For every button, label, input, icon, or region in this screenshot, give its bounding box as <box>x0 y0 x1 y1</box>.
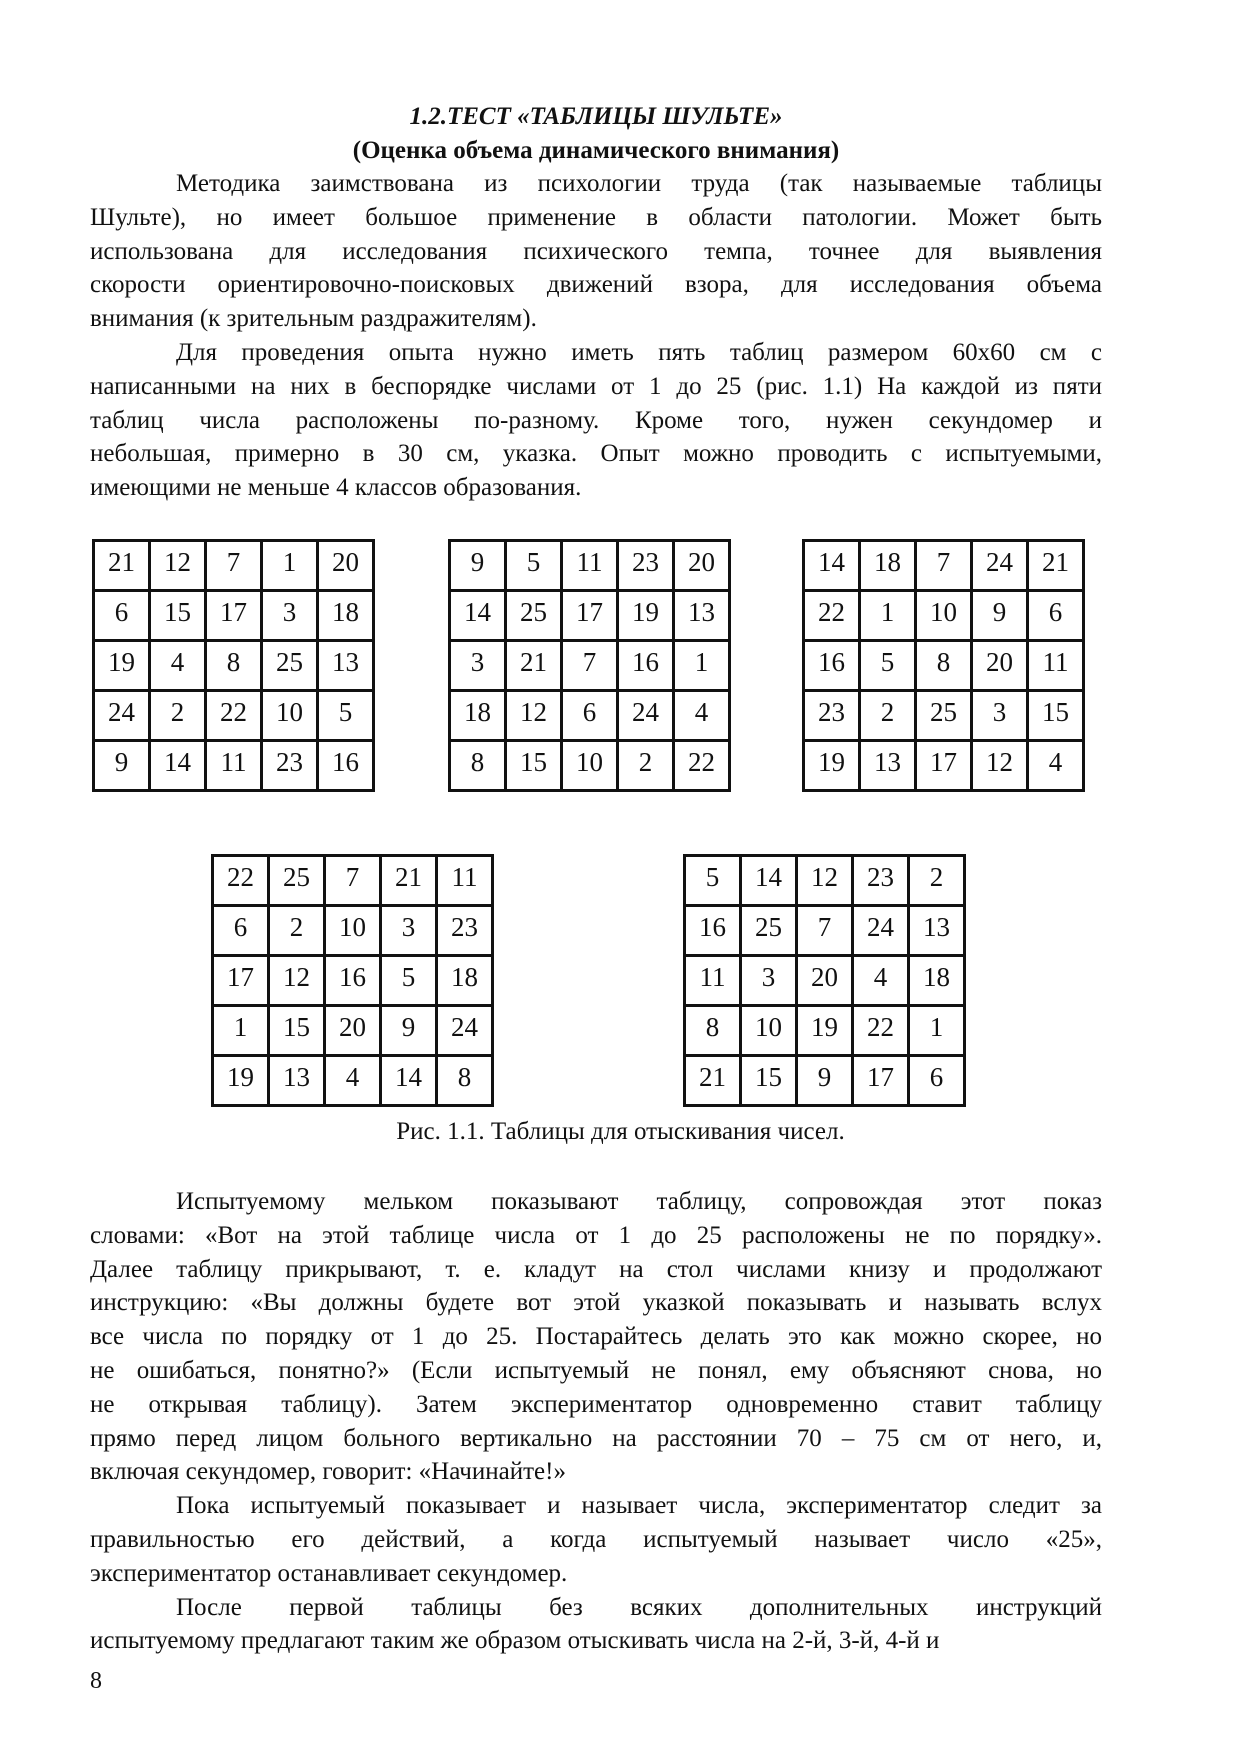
table-cell: 3 <box>381 906 437 956</box>
table-cell: 23 <box>437 906 493 956</box>
table-cell: 13 <box>674 591 730 641</box>
table-cell: 13 <box>860 741 916 791</box>
table-row <box>213 956 493 1006</box>
table-cell: 11 <box>685 956 741 1006</box>
table-cell: 15 <box>150 591 206 641</box>
table-cell: 16 <box>325 956 381 1006</box>
table-cell: 9 <box>94 741 150 791</box>
table-cell: 7 <box>206 541 262 591</box>
section-title: 1.2.ТЕСТ «ТАБЛИЦЫ ШУЛЬТЕ» <box>409 103 783 130</box>
table-cell: 23 <box>618 541 674 591</box>
table-cell: 2 <box>269 906 325 956</box>
text-line: Методика заимствована из психологии труда (так называемые таблицы <box>176 170 1102 197</box>
table-row <box>450 541 730 591</box>
text-line: скорости ориентировочно-поисковых движений взора, для исследования объема <box>90 271 1102 299</box>
table-cell: 6 <box>213 906 269 956</box>
table-row <box>94 691 374 741</box>
table-cell: 23 <box>804 691 860 741</box>
table-row <box>94 641 374 691</box>
text-line: имеющими не меньше 4 классов образования. <box>90 474 582 502</box>
table-row <box>685 956 965 1006</box>
table-cell: 11 <box>206 741 262 791</box>
table-cell: 25 <box>741 906 797 956</box>
table-cell: 24 <box>94 691 150 741</box>
table-cell: 18 <box>437 956 493 1006</box>
table-cell: 2 <box>909 856 965 906</box>
table-row <box>213 856 493 906</box>
table-cell: 13 <box>269 1056 325 1106</box>
table-cell: 7 <box>916 541 972 591</box>
table-cell: 25 <box>506 591 562 641</box>
table-cell: 22 <box>853 1006 909 1056</box>
intro-text <box>90 167 1102 505</box>
table-cell: 19 <box>804 741 860 791</box>
table-cell: 25 <box>269 856 325 906</box>
table-cell: 9 <box>381 1006 437 1056</box>
text-line: таблиц числа расположены по-разному. Кроме того, нужен секундомер и <box>90 406 1102 434</box>
table-cell: 18 <box>318 591 374 641</box>
schulte-table-5 <box>683 854 966 1107</box>
table-cell: 7 <box>325 856 381 906</box>
table-row <box>804 641 1084 691</box>
text-line: включая секундомер, говорит: «Начинайте!» <box>90 1458 566 1486</box>
table-row <box>685 1006 965 1056</box>
table-cell: 18 <box>860 541 916 591</box>
schulte-table-1 <box>92 539 375 792</box>
table-cell: 22 <box>206 691 262 741</box>
table-cell: 24 <box>972 541 1028 591</box>
table-cell: 16 <box>804 641 860 691</box>
table-cell: 8 <box>206 641 262 691</box>
table-cell: 12 <box>150 541 206 591</box>
text-line: внимания (к зрительным раздражителям). <box>90 305 537 333</box>
text-line: Для проведения опыта нужно иметь пять таблиц размером 60х60 см с <box>176 338 1102 366</box>
figure-caption: Рис. 1.1. Таблицы для отыскивания чисел. <box>396 1118 845 1145</box>
table-cell: 14 <box>381 1056 437 1106</box>
table-cell: 13 <box>318 641 374 691</box>
text-line: небольшая, примерно в 30 см, указка. Опыт можно проводить с испытуемыми, <box>90 440 1102 468</box>
table-cell: 7 <box>562 641 618 691</box>
table-cell: 17 <box>206 591 262 641</box>
table-cell: 5 <box>860 641 916 691</box>
table-cell: 19 <box>213 1056 269 1106</box>
table-cell: 9 <box>797 1056 853 1106</box>
table-row <box>450 591 730 641</box>
table-row <box>685 1056 965 1106</box>
table-cell: 16 <box>618 641 674 691</box>
table-cell: 5 <box>381 956 437 1006</box>
table-cell: 16 <box>318 741 374 791</box>
table-cell: 24 <box>437 1006 493 1056</box>
table-cell: 14 <box>741 856 797 906</box>
text-line: использована для исследования психического темпа, точнее для выявления <box>90 237 1102 265</box>
table-cell: 19 <box>618 591 674 641</box>
text-line: Пока испытуемый показывает и называет числа, экспериментатор следит за <box>176 1492 1102 1520</box>
table-cell: 1 <box>262 541 318 591</box>
table-cell: 23 <box>262 741 318 791</box>
text-line: испытуемому предлагают таким же образом отыскивать числа на 2-й, 3-й, 4-й и <box>90 1627 940 1655</box>
table-cell: 22 <box>213 856 269 906</box>
table-cell: 24 <box>853 906 909 956</box>
table-cell: 17 <box>213 956 269 1006</box>
text-line: экспериментатор останавливает секундомер. <box>90 1559 568 1587</box>
table-cell: 20 <box>318 541 374 591</box>
table-row <box>94 741 374 791</box>
table-row <box>804 741 1084 791</box>
table-row <box>685 856 965 906</box>
table-cell: 20 <box>797 956 853 1006</box>
schulte-table-4 <box>211 854 494 1107</box>
table-cell: 4 <box>853 956 909 1006</box>
table-row <box>94 541 374 591</box>
table-cell: 5 <box>685 856 741 906</box>
table-row <box>94 591 374 641</box>
text-line: Далее таблицу прикрывают, т. е. кладут на стол числами книзу и продолжают <box>90 1255 1102 1283</box>
schulte-table-3 <box>802 539 1085 792</box>
table-cell: 3 <box>741 956 797 1006</box>
table-cell: 14 <box>804 541 860 591</box>
table-cell: 8 <box>450 741 506 791</box>
table-cell: 10 <box>916 591 972 641</box>
section-subtitle: (Оценка объема динамического внимания) <box>352 137 840 164</box>
table-cell: 11 <box>437 856 493 906</box>
table-cell: 20 <box>674 541 730 591</box>
table-cell: 19 <box>797 1006 853 1056</box>
text-line: словами: «Вот на этой таблице числа от 1 до 25 расположены не по порядку». <box>90 1221 1102 1249</box>
text-line: прямо перед лицом больного вертикально на расстоянии 70 – 75 см от него, и, <box>90 1424 1102 1452</box>
table-cell: 15 <box>1028 691 1084 741</box>
table-cell: 3 <box>972 691 1028 741</box>
page-number: 8 <box>90 1668 102 1694</box>
table-cell: 15 <box>506 741 562 791</box>
table-cell: 4 <box>325 1056 381 1106</box>
instructions-text <box>90 1185 1102 1658</box>
table-row <box>804 591 1084 641</box>
table-cell: 3 <box>450 641 506 691</box>
table-cell: 21 <box>685 1056 741 1106</box>
table-cell: 6 <box>909 1056 965 1106</box>
table-cell: 10 <box>741 1006 797 1056</box>
table-cell: 16 <box>685 906 741 956</box>
table-cell: 19 <box>94 641 150 691</box>
table-cell: 17 <box>916 741 972 791</box>
table-cell: 10 <box>325 906 381 956</box>
table-cell: 20 <box>972 641 1028 691</box>
table-row <box>804 691 1084 741</box>
table-cell: 1 <box>213 1006 269 1056</box>
table-cell: 6 <box>1028 591 1084 641</box>
table-cell: 5 <box>318 691 374 741</box>
table-cell: 11 <box>1028 641 1084 691</box>
table-cell: 3 <box>262 591 318 641</box>
text-line: После первой таблицы без всяких дополнительных инструкций <box>176 1593 1102 1621</box>
table-row <box>450 741 730 791</box>
table-row <box>450 691 730 741</box>
table-cell: 17 <box>853 1056 909 1106</box>
text-line: написанными на них в беспорядке числами от 1 до 25 (рис. 1.1) На каждой из пяти <box>90 372 1102 400</box>
table-cell: 9 <box>450 541 506 591</box>
table-cell: 11 <box>562 541 618 591</box>
table-row <box>213 1006 493 1056</box>
table-cell: 8 <box>685 1006 741 1056</box>
text-line: не открывая таблицу). Затем экспериментатор одновременно ставит таблицу <box>90 1390 1102 1418</box>
table-cell: 14 <box>450 591 506 641</box>
table-cell: 8 <box>437 1056 493 1106</box>
table-cell: 1 <box>674 641 730 691</box>
text-line: Испытуемому мельком показывают таблицу, сопровождая этот показ <box>176 1188 1102 1215</box>
table-cell: 25 <box>262 641 318 691</box>
table-cell: 12 <box>269 956 325 1006</box>
table-cell: 12 <box>506 691 562 741</box>
table-cell: 2 <box>618 741 674 791</box>
table-cell: 6 <box>94 591 150 641</box>
table-cell: 23 <box>853 856 909 906</box>
table-row <box>450 641 730 691</box>
text-line: правильностью его действий, а когда испытуемый называет число «25», <box>90 1525 1102 1553</box>
table-cell: 12 <box>972 741 1028 791</box>
table-cell: 21 <box>506 641 562 691</box>
table-row <box>804 541 1084 591</box>
table-cell: 4 <box>1028 741 1084 791</box>
table-cell: 8 <box>916 641 972 691</box>
schulte-table-2 <box>448 539 731 792</box>
table-cell: 4 <box>150 641 206 691</box>
table-cell: 10 <box>562 741 618 791</box>
table-cell: 22 <box>674 741 730 791</box>
table-cell: 18 <box>909 956 965 1006</box>
text-line: инструкцию: «Вы должны будете вот этой указкой показывать и называть вслух <box>90 1289 1102 1317</box>
table-cell: 15 <box>269 1006 325 1056</box>
table-cell: 1 <box>860 591 916 641</box>
table-cell: 14 <box>150 741 206 791</box>
table-cell: 4 <box>674 691 730 741</box>
table-cell: 2 <box>860 691 916 741</box>
table-cell: 5 <box>506 541 562 591</box>
table-cell: 17 <box>562 591 618 641</box>
table-cell: 22 <box>804 591 860 641</box>
table-cell: 7 <box>797 906 853 956</box>
table-row <box>685 906 965 956</box>
table-cell: 24 <box>618 691 674 741</box>
table-cell: 20 <box>325 1006 381 1056</box>
table-cell: 15 <box>741 1056 797 1106</box>
table-row <box>213 906 493 956</box>
table-cell: 10 <box>262 691 318 741</box>
table-row <box>213 1056 493 1106</box>
table-cell: 25 <box>916 691 972 741</box>
table-cell: 21 <box>381 856 437 906</box>
table-cell: 6 <box>562 691 618 741</box>
table-cell: 21 <box>1028 541 1084 591</box>
text-line: не ошибаться, понятно?» (Если испытуемый не понял, ему объясняют снова, но <box>90 1356 1102 1384</box>
table-cell: 13 <box>909 906 965 956</box>
table-cell: 2 <box>150 691 206 741</box>
text-line: Шульте), но имеет большое применение в области патологии. Может быть <box>90 203 1102 231</box>
table-cell: 12 <box>797 856 853 906</box>
table-cell: 9 <box>972 591 1028 641</box>
text-line: все числа по порядку от 1 до 25. Постарайтесь делать это как можно скорее, но <box>90 1323 1102 1351</box>
table-cell: 21 <box>94 541 150 591</box>
table-cell: 18 <box>450 691 506 741</box>
table-cell: 1 <box>909 1006 965 1056</box>
